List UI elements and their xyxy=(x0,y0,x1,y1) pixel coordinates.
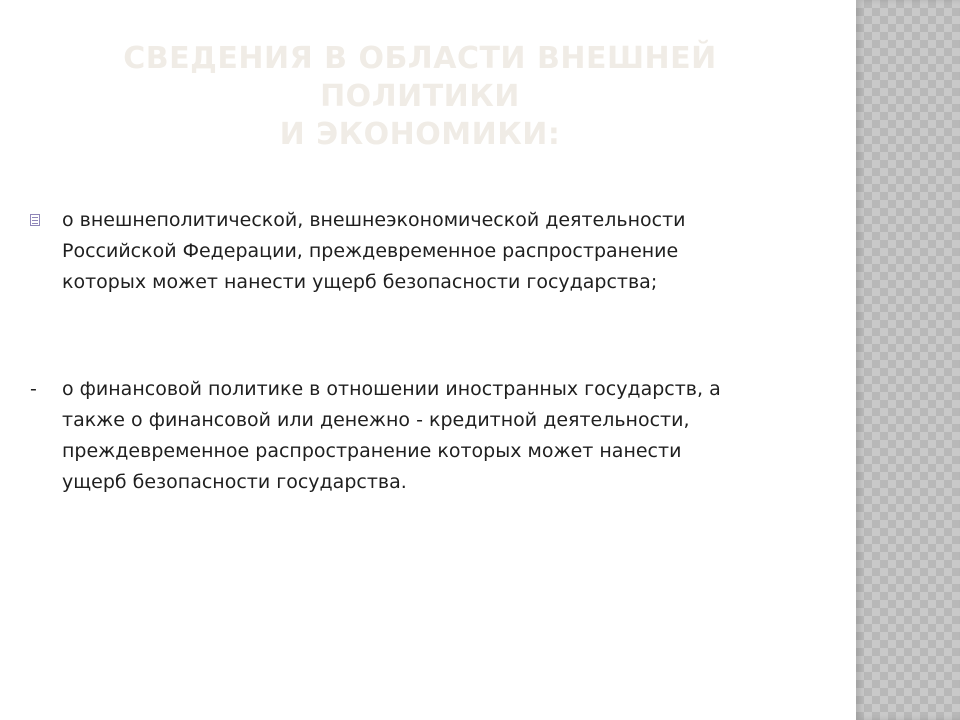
decorative-side-pattern xyxy=(856,0,960,720)
title-line-2: И ЭКОНОМИКИ: xyxy=(279,117,561,152)
item-line: ущерб безопасности государства. xyxy=(62,471,407,493)
slide-content xyxy=(30,205,830,498)
item-line: Российской Федерации, преждевременное распространение xyxy=(62,240,679,262)
list-item xyxy=(30,205,830,298)
item-line: преждевременное распространение которых может нанести xyxy=(62,440,682,462)
dash-marker: - xyxy=(30,378,37,400)
list-item xyxy=(30,374,830,498)
title-line-1: СВЕДЕНИЯ В ОБЛАСТИ ВНЕШНЕЙ ПОЛИТИКИ xyxy=(123,41,717,114)
item-line: которых может нанести ущерб безопасности государства; xyxy=(62,271,658,293)
item-line: о финансовой политике в отношении иностранных государств, а xyxy=(62,378,721,400)
item-line: о внешнеполитической, внешнеэкономической деятельности xyxy=(62,209,686,231)
item-line: также о финансовой или денежно - кредитной деятельности, xyxy=(62,409,690,431)
list-bullet-icon xyxy=(30,214,40,226)
slide-title xyxy=(20,40,820,154)
